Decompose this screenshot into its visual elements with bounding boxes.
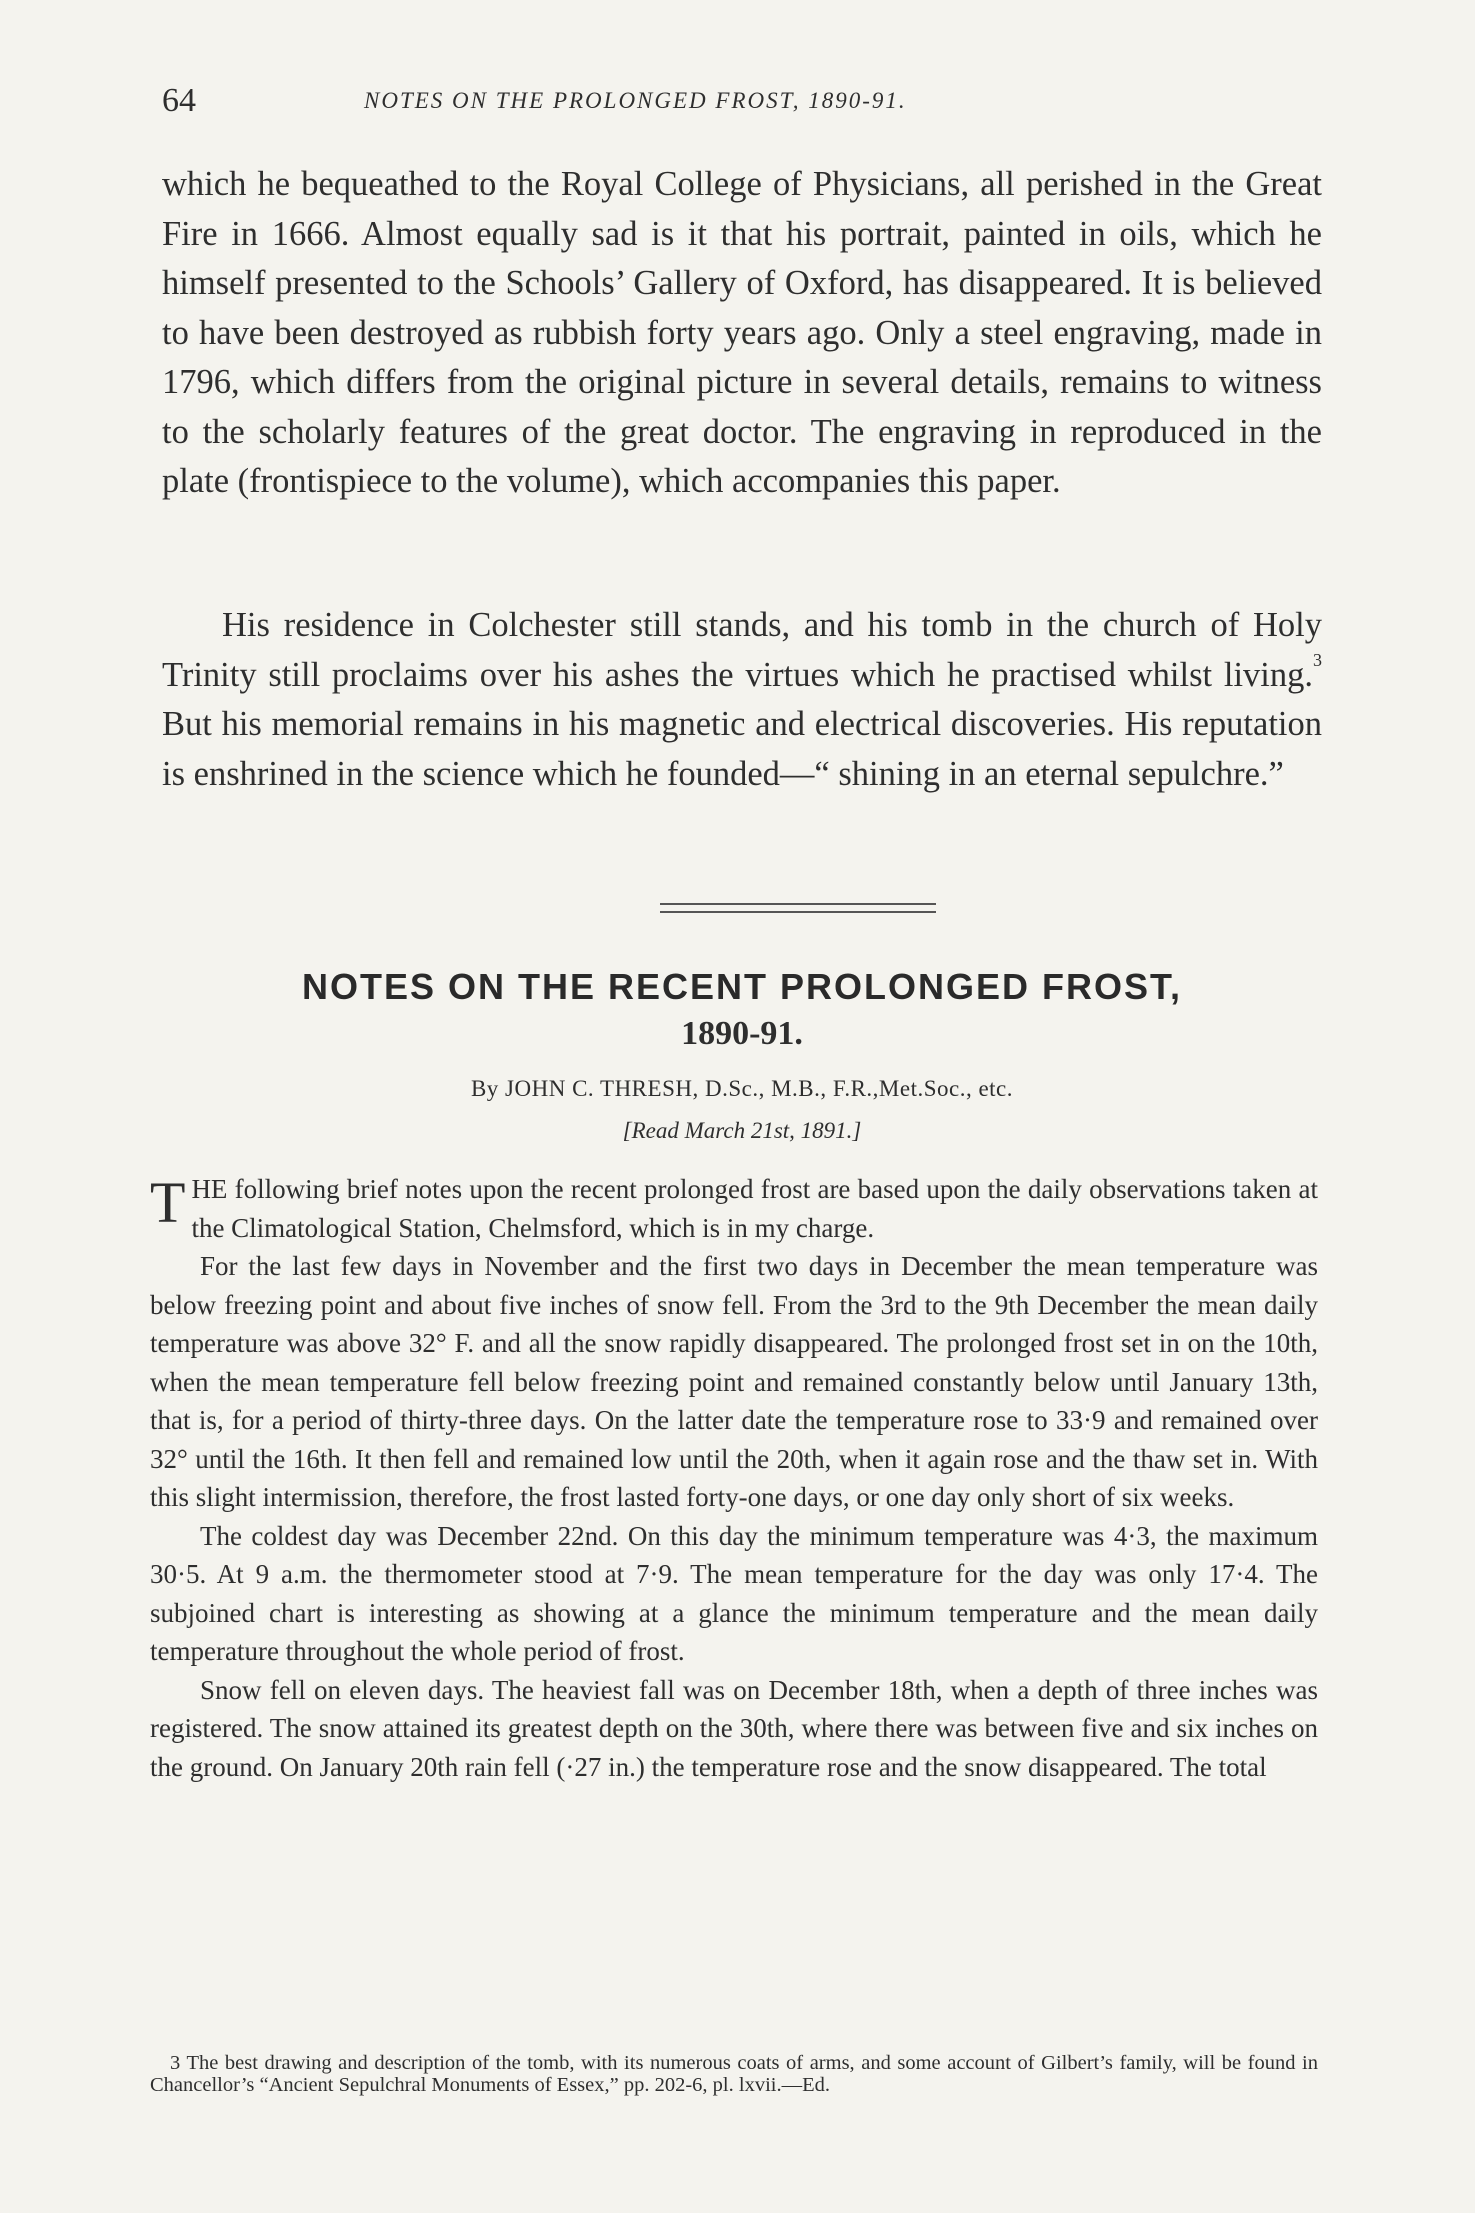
drop-cap: T (150, 1170, 186, 1235)
footnote-text: 3 The best drawing and description of the tomb, with its numerous coats of arms, and some account of Gilbert’s family, will be found in Chancellor’s “Ancient Sepulchral Monuments of Essex,” pp. 202-6, pl. lxvii.—Ed. (150, 2052, 1318, 2096)
article-paragraph-3: The coldest day was December 22nd. On this day the minimum temperature was 4·3, the maximum 30·5. At 9 a.m. the thermometer stood at 7·9. The mean temperature for the day was only 17·4. The subjoined chart is interesting as showing at a glance the minimum temperature and the mean daily temperature throughout the whole period of frost. (150, 1520, 1318, 1666)
read-date: [Read March 21st, 1891.] (622, 1118, 862, 1143)
running-header (162, 82, 1322, 122)
article-paragraph-1-text: HE following brief notes upon the recent prolonged frost are based upon the daily observations taken at the Climatological Station, Chelmsford, which is in my charge. (191, 1174, 1318, 1243)
footnote (150, 2052, 1318, 2096)
article-title-year: 1890-91. (681, 1015, 803, 1052)
gilbert-paragraph-2 (162, 601, 1322, 799)
running-title: NOTES ON THE PROLONGED FROST, 1890-91. (364, 88, 907, 113)
gilbert-paragraph-1-block (162, 160, 1322, 507)
article-byline: By JOHN C. THRESH, D.Sc., M.B., F.R.,Met.Soc., etc. (470, 1076, 1014, 1101)
article-title: NOTES ON THE RECENT PROLONGED FROST, (301, 966, 1183, 1007)
page-number: 64 (162, 82, 196, 119)
gilbert-paragraph-1: which he bequeathed to the Royal College of Physicians, all perished in the Great Fire in 1666. Almost equally sad is it that his portrait, painted in oils, which he himself presented to the Schools’ Gallery of Oxford, has disappeared. It is believed to have been destroyed as rubbish forty years ago. Only a steel engraving, made in 1796, which differs from the original picture in several details, remains to witness to the scholarly features of the great doctor. The engraving in reproduced in the plate (frontispiece to the volume), which accompanies this paper. (162, 165, 1322, 500)
article-paragraph-4: Snow fell on eleven days. The heaviest fall was on December 18th, when a depth of three inches was registered. The snow attained its greatest depth on the 30th, where there was between five and six inches on the ground. On January 20th rain fell (·27 in.) the temperature rose and the snow disappeared. The total (150, 1674, 1318, 1782)
gilbert-paragraph-2-start: His residence in Colchester still stands, and his tomb in the church of Holy Trinity still proclaims over his ashes the virtues which he practised whilst living. (162, 606, 1322, 694)
section-divider (660, 903, 936, 913)
gilbert-paragraph-2-block (162, 601, 1322, 799)
article-paragraph-1 (150, 1170, 1318, 1247)
footnote-marker: 3 (1313, 649, 1322, 670)
article-body (150, 1170, 1318, 1786)
article-paragraph-2: For the last few days in November and the first two days in December the mean temperature was below freezing point and about five inches of snow fell. From the 3rd to the 9th December the mean daily temperature was above 32° F. and all the snow rapidly disappeared. The prolonged frost set in on the 10th, when the mean temperature fell below freezing point and remained constantly below until January 13th, that is, for a period of thirty-three days. On the latter date the temperature rose to 33·9 and remained over 32° until the 16th. It then fell and remained low until the 20th, when it again rose and the thaw set in. With this slight intermission, therefore, the frost lasted forty-one days, or one day only short of six weeks. (150, 1251, 1318, 1512)
gilbert-paragraph-2-end: But his memorial remains in his magnetic and electrical discoveries. His reputation is enshrined in the science which he founded—“ shining in an eternal sepulchre.” (162, 705, 1322, 793)
